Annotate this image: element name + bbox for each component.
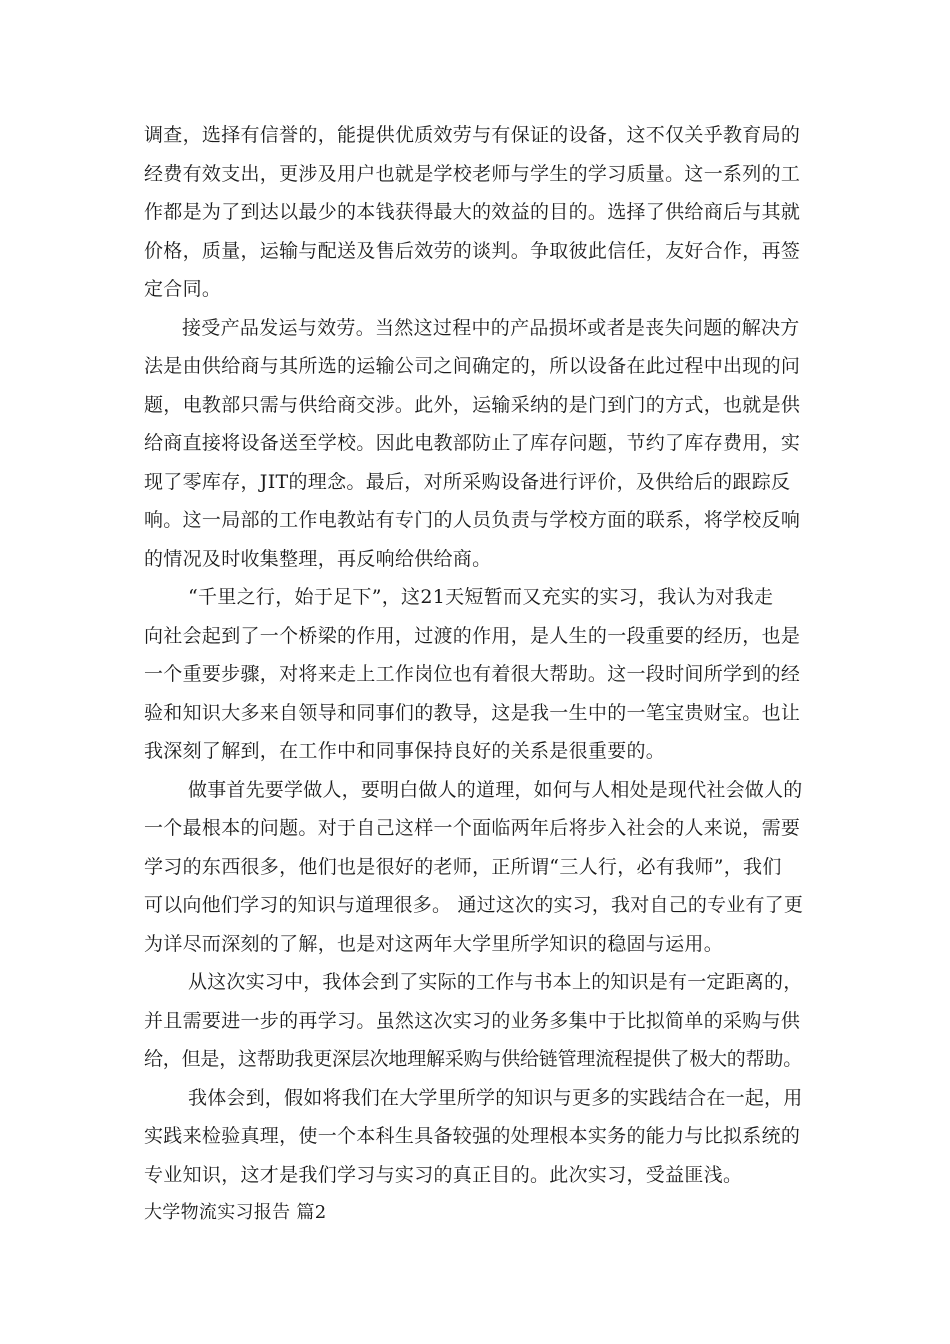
text-line: 法是由供给商与其所选的运输公司之间确定的，所以设备在此过程中出现的问	[144, 355, 801, 377]
section-heading: 大学物流实习报告 篇2	[144, 1202, 327, 1223]
text-line: 为详尽而深刻的了解，也是对这两年大学里所学知识的稳固与运用。	[144, 932, 724, 955]
text-line: 的情况及时收集整理，再反响给供给商。	[144, 547, 492, 570]
text-line: 验和知识大多来自领导和同事们的教导，这是我一生中的一笔宝贵财宝。也让	[144, 701, 801, 724]
document-body	[144, 116, 804, 1233]
paragraph-first-line: 从这次实习中，我体会到了实际的工作与书本上的知识是有一定距离的，	[188, 971, 803, 993]
text-line: 向社会起到了一个桥梁的作用，过渡的作用，是人生的一段重要的经历，也是	[144, 624, 801, 647]
text-line: 实践来检验真理，使一个本科生具备较强的处理根本实务的能力与比拟系统的	[144, 1125, 801, 1147]
paragraph-first-line: 我体会到，假如将我们在大学里所学的知识与更多的实践结合在一起，用	[188, 1086, 803, 1109]
text-line: 可以向他们学习的知识与道理很多。 通过这次的实习，我对自己的专业有了更	[144, 894, 804, 916]
text-line: 定合同。	[144, 278, 222, 300]
text-line: 专业知识，这才是我们学习与实习的真正目的。此次实习，受益匪浅。	[144, 1163, 743, 1186]
text-line: 并且需要进一步的再学习。虽然这次实习的业务多集中于比拟简单的采购与供	[144, 1009, 801, 1032]
paragraph-first-line: “千里之行，始于足下”，这21天短暂而又充实的实习，我认为对我走	[188, 586, 774, 608]
text-line: 调查，选择有信誉的，能提供优质效劳与有保证的设备，这不仅关乎教育局的	[144, 124, 801, 146]
text-line: 一个重要步骤，对将来走上工作岗位也有着很大帮助。这一段时间所学到的经	[144, 663, 801, 685]
text-line: 一个最根本的问题。对于自己这样一个面临两年后将步入社会的人来说，需要	[144, 817, 801, 839]
text-line: 现了零库存，JIT的理念。最后，对所采购设备进行评价，及供给后的跟踪反	[144, 470, 791, 493]
text-line: 经费有效支出，更涉及用户也就是学校老师与学生的学习质量。这一系列的工	[144, 162, 801, 185]
text-line: 给，但是，这帮助我更深层次地理解采购与供给链管理流程提供了极大的帮助。	[144, 1048, 803, 1070]
text-line: 学习的东西很多，他们也是很好的老师，正所谓“三人行，必有我师”，我们	[144, 855, 782, 878]
text-line: 给商直接将设备送至学校。因此电教部防止了库存问题，节约了库存费用，实	[144, 432, 801, 454]
text-line: 响。这一局部的工作电教站有专门的人员负责与学校方面的联系，将学校反响	[144, 509, 801, 531]
paragraph-first-line: 接受产品发运与效劳。当然这过程中的产品损坏或者是丧失问题的解决方	[182, 316, 800, 339]
text-line: 作都是为了到达以最少的本钱获得最大的效益的目的。选择了供给商后与其就	[144, 201, 801, 223]
text-line: 价格，质量，运输与配送及售后效劳的谈判。争取彼此信任，友好合作，再签	[144, 239, 801, 262]
text-line: 题，电教部只需与供给商交涉。此外，运输采纳的是门到门的方式，也就是供	[144, 393, 801, 416]
paragraph-first-line: 做事首先要学做人，要明白做人的道理，如何与人相处是现代社会做人的	[188, 778, 803, 801]
text-line: 我深刻了解到，在工作中和同事保持良好的关系是很重要的。	[144, 740, 666, 762]
